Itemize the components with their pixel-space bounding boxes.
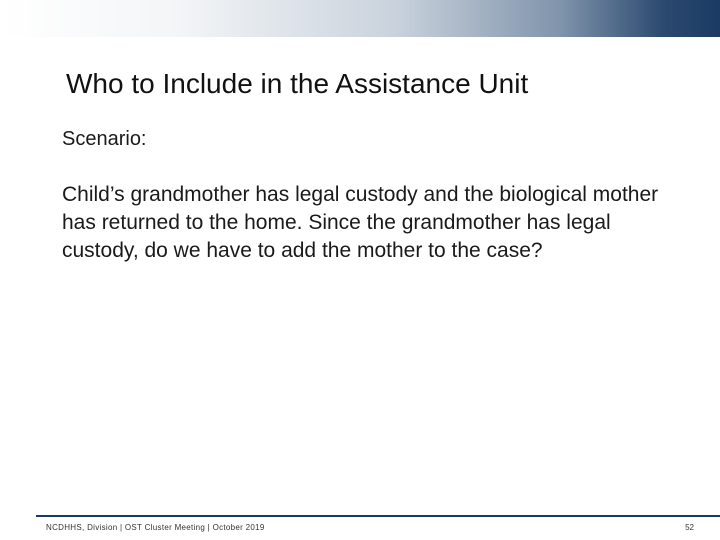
scenario-text: Child’s grandmother has legal custody and the biological mother has returned to the home. Since the grandmother has legal custody, do we have to add the mother to the case? (62, 183, 659, 262)
footer-divider (36, 515, 720, 517)
footer-text: NCDHHS, Division | OST Cluster Meeting | October 2019 (46, 523, 265, 532)
scenario-label: Scenario: (62, 128, 147, 150)
header-gradient-band (0, 0, 720, 37)
slide-title: Who to Include in the Assistance Unit (66, 68, 529, 99)
page-number: 52 (685, 523, 694, 532)
